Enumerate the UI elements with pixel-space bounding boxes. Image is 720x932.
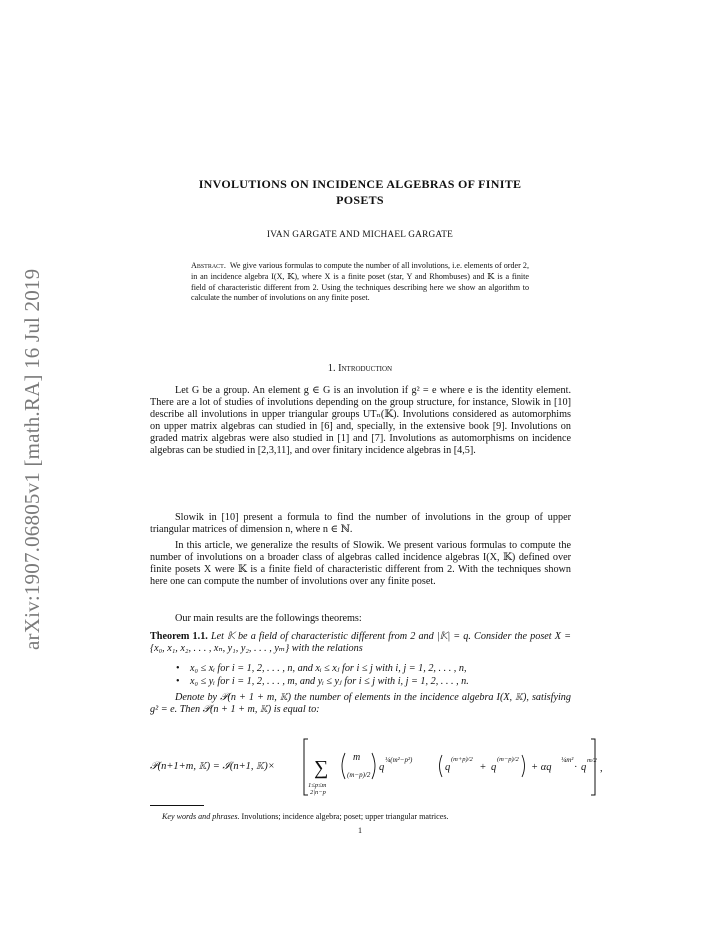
main-formula (150, 735, 610, 799)
binom-left-paren (342, 753, 345, 779)
formula-lhs: 𝒫(n+1+m, 𝕂) = ℐ(n+1, 𝕂)× (150, 761, 275, 772)
inner-q2: q (491, 762, 497, 773)
inner-plus: + (480, 762, 486, 773)
keywords-text: Involutions; incidence algebra; poset; upper triangular matrices. (241, 812, 449, 821)
bullet-dot-icon: • (176, 676, 180, 687)
intro-paragraph-4: Our main results are the followings theorems: (175, 613, 362, 624)
theorem-statement (150, 631, 571, 655)
intro-paragraph-1: Let G be a group. An element g ∈ G is an involution if g² = e where e is the identity element. There are a lot of studies of involutions depending on the group structure, for instance, Slowik in [10] describe all involutions in upper triangular groups UTₙ(𝕂). Involutions considered as automorphims on upper matrix algebras can studied in [6] and, specially, in the extensive book [9]. Involutions on graded matrix algebras were also studied in [1] and [7]. Involutions as automorphisms on incidence algebras can be studied in [2,3,11], and over finitary incidence algebras in [4,5]. (150, 385, 571, 457)
theorem-bullet-2 (176, 676, 571, 688)
formula-q-exponent: ¼(m²−p²) (385, 756, 413, 764)
tail-q: q (581, 762, 587, 773)
sum-subscript-1: 1≤p≤m (308, 782, 327, 789)
keywords-footnote (150, 812, 570, 821)
sum-subscript-2: 2|n−p (310, 789, 326, 796)
section-heading-introduction: 1. Introduction (327, 363, 393, 374)
intro-paragraph-2: Slowik in [10] present a formula to find the number of involutions in the group of upper triangular matrices of dimension n, where n ∈ ℕ. (150, 512, 571, 536)
binom-top: m (353, 752, 361, 763)
tail-term: + αq (531, 762, 552, 773)
tail-exponent-2: m/2 (587, 757, 597, 764)
inner-exponent-2: (m−p)/2 (497, 756, 519, 763)
formula-q: q (379, 762, 385, 773)
binom-bottom: (m−p)/2 (347, 771, 371, 779)
inner-left-paren (440, 755, 443, 777)
title-line-2: POSETS (336, 193, 384, 207)
theorem-bullet-1 (176, 663, 571, 675)
formula-comma: , (600, 763, 603, 774)
bullet-text: x₀ ≤ xᵢ for i = 1, 2, . . . , n, and xᵢ ≤ xⱼ for i ≤ j with i, j = 1, 2, . . . , n, (190, 663, 467, 674)
right-bracket (591, 739, 595, 795)
formula-svg (150, 735, 610, 799)
page-number: 1 (357, 826, 363, 835)
title-line-1: INVOLUTIONS ON INCIDENCE ALGEBRAS OF FINITE (198, 177, 522, 191)
bullet-dot-icon: • (176, 663, 180, 674)
arxiv-sidebar-stamp: arXiv:1907.06805v1 [math.RA] 16 Jul 2019 (20, 268, 44, 650)
summation-sign: ∑ (314, 757, 329, 779)
bullet-text: x₀ ≤ yᵢ for i = 1, 2, . . . , m, and yᵢ ≤ yⱼ for i ≤ j with i, j = 1, 2, . . . , n. (190, 676, 469, 687)
abstract-text: We give various formulas to compute the number of all involutions, i.e. elements of order 2, in an incidence algebra I(X, 𝕂), where X is a finite poset (star, Y and Rhombuses) and 𝕂 is a finite field of characteristic different from 2. Using the techniques describing here we show an algorithm to calculate the number of involutions on any finite poset. (191, 261, 529, 303)
binom-right-paren (372, 753, 375, 779)
theorem-label: Theorem 1.1. (150, 631, 208, 642)
inner-exponent-1: (m+p)/2 (451, 756, 473, 763)
intro-paragraph-3: In this article, we generalize the results of Slowik. We present various formulas to compute the number of involutions on a broader class of algebras called incidence algebras I(X, 𝕂) defined over finite posets X were 𝕂 is a finite field of characteristic different from 2. With the techniques shown here one can compute the number of involutions over any finite poset. (150, 540, 571, 588)
keywords-label: Key words and phrases. (162, 812, 240, 821)
inner-q1: q (445, 762, 451, 773)
footnote-rule (150, 805, 204, 806)
tail-dot: · (574, 762, 578, 773)
abstract-label: Abstract. (191, 261, 226, 270)
theorem-denote: Denote by 𝒫(n + 1 + m, 𝕂) the number of elements in the incidence algebra I(X, 𝕂), satisfying g² = e. Then 𝒫(n + 1 + m, 𝕂) is equal to: (150, 692, 571, 716)
tail-exponent: ¼m² (561, 756, 574, 764)
inner-right-paren (522, 755, 525, 777)
abstract (191, 261, 529, 304)
theorem-text: Let 𝕂 be a field of characteristic different from 2 and |𝕂| = q. Consider the poset X = {x₀, x₁, x₂, . . . , xₙ, y₁, y₂, . . . , yₘ} with the relations (150, 631, 572, 655)
authors: IVAN GARGATE AND MICHAEL GARGATE (266, 230, 454, 240)
paper-title (150, 176, 570, 208)
